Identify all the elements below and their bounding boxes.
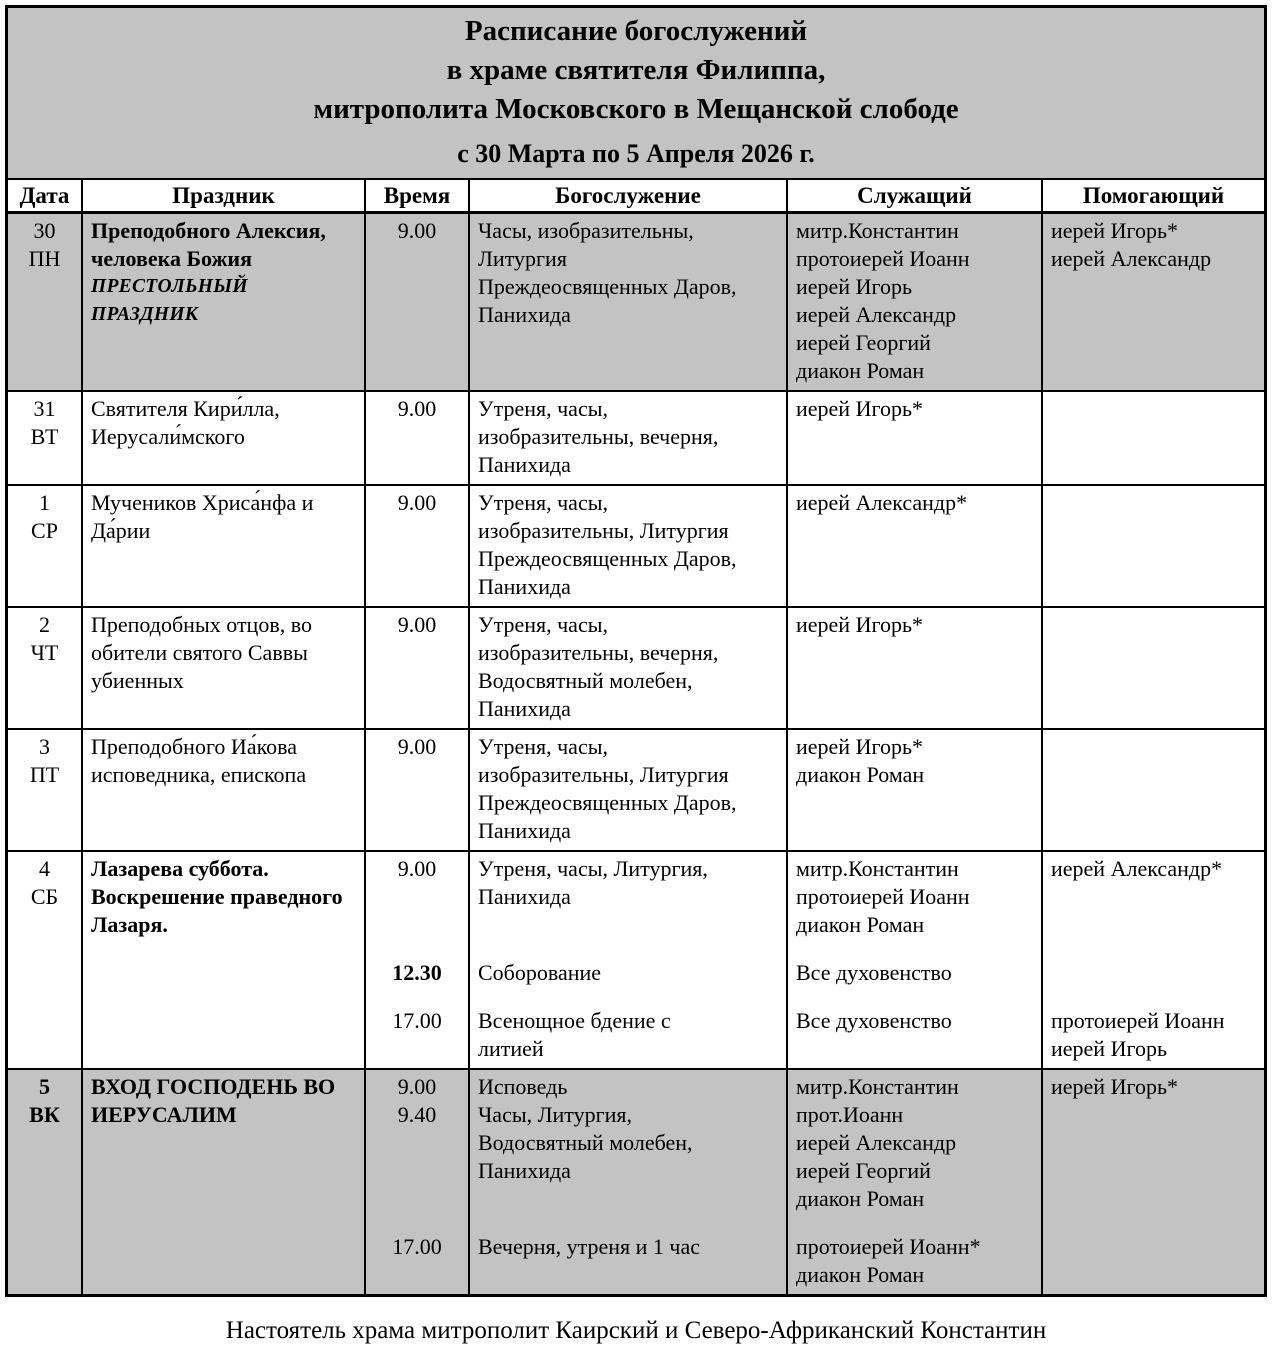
service-cell <box>470 1070 788 1294</box>
segment <box>368 1073 466 1233</box>
helper-name: иерей Игорь* <box>1051 218 1178 243</box>
schedule-row <box>8 214 1264 392</box>
service-line: Исповедь <box>478 1074 568 1099</box>
feast-text: Преподобного Алексия, человека Божия <box>91 218 326 271</box>
clergy-name: митр.Константин <box>796 1074 959 1099</box>
clergy-name: Все духовенство <box>796 960 952 985</box>
feast-cell <box>83 1070 366 1294</box>
feast-cell <box>83 608 366 728</box>
clergy-name: иерей Александр <box>796 302 957 327</box>
segment <box>796 733 1033 845</box>
time-value: 9.00 <box>397 1074 437 1099</box>
segment <box>1051 395 1256 479</box>
clergy-name: протоиерей Иоанн <box>796 246 970 271</box>
segment <box>796 1073 1033 1233</box>
clergy-name: иерей Игорь* <box>796 612 923 637</box>
footer-note: Настоятель храма митрополит Каирский и Северо-Африканский Константин <box>5 1297 1267 1361</box>
time-value: 12.30 <box>392 960 442 985</box>
helper-cell <box>1043 1070 1264 1294</box>
clergy-name: иерей Игорь <box>796 274 912 299</box>
segment <box>478 611 778 723</box>
service-line: изобразительны, Литургия <box>478 518 729 543</box>
page-title-line3: митрополита Московского в Мещанской слободе <box>313 93 959 125</box>
day-abbrev: ПТ <box>29 762 60 787</box>
segment <box>796 217 1033 385</box>
time-cell <box>366 1070 470 1294</box>
helper-name: протоиерей Иоанн <box>1051 1008 1225 1033</box>
helper-cell <box>1043 392 1264 484</box>
date-number: 5 <box>39 1074 50 1099</box>
helper-cell <box>1043 608 1264 728</box>
date-cell <box>8 1070 83 1294</box>
time-value: 17.00 <box>392 1234 442 1259</box>
day-abbrev: СБ <box>30 884 59 909</box>
date-cell <box>8 608 83 728</box>
time-cell <box>366 608 470 728</box>
segment <box>478 1007 778 1063</box>
service-line: Утреня, часы, <box>478 490 608 515</box>
helper-name: иерей Александр <box>1051 246 1212 271</box>
clergy-cell <box>788 730 1043 850</box>
clergy-name: диакон Роман <box>796 912 925 937</box>
segment <box>368 1007 466 1063</box>
feast-text: ПРЕСТОЛЬНЫЙ ПРАЗДНИК <box>91 276 248 325</box>
segment <box>1051 1233 1256 1289</box>
service-cell <box>470 852 788 1068</box>
title-banner <box>8 8 1264 180</box>
day-abbrev: ВК <box>29 1102 60 1127</box>
service-line: изобразительны, вечерня, <box>478 424 719 449</box>
feast-text: Преподобных отцов, во обители святого Саввы убиенных <box>91 612 312 693</box>
service-line: Утреня, часы, <box>478 734 608 759</box>
helper-name: иерей Александр* <box>1051 856 1223 881</box>
helper-cell <box>1043 486 1264 606</box>
segment <box>478 489 778 601</box>
clergy-cell <box>788 1070 1043 1294</box>
segment <box>1051 217 1256 385</box>
feast-cell <box>83 852 366 1068</box>
service-line: Преждеосвященных Даров, <box>478 274 737 299</box>
helper-name: иерей Игорь* <box>1051 1074 1178 1099</box>
feast-text: Святителя Кири́лла, Иерусали́мского <box>91 396 280 449</box>
segment <box>796 1233 1033 1289</box>
segment <box>478 1073 778 1233</box>
feast-text: Лазарева суббота. Воскрешение праведного Лазаря. <box>91 856 343 937</box>
time-cell <box>366 852 470 1068</box>
clergy-name: диакон Роман <box>796 762 925 787</box>
segment <box>368 489 466 601</box>
segment <box>478 855 778 959</box>
service-cell <box>470 214 788 390</box>
service-line: Преждеосвященных Даров, <box>478 546 737 571</box>
clergy-name: иерей Игорь* <box>796 396 923 421</box>
segment <box>1051 1073 1256 1233</box>
time-value: 9.00 <box>397 490 437 515</box>
segment <box>1051 733 1256 845</box>
clergy-name: Все духовенство <box>796 1008 952 1033</box>
service-line: Панихида <box>478 452 571 477</box>
service-line: Водосвятный молебен, <box>478 1130 693 1155</box>
clergy-name: диакон Роман <box>796 1262 925 1287</box>
service-line: Литургия <box>478 246 567 271</box>
date-number: 4 <box>39 856 50 881</box>
clergy-cell <box>788 392 1043 484</box>
schedule-row <box>8 852 1264 1070</box>
clergy-name: митр.Константин <box>796 218 959 243</box>
col-header-feast: Праздник <box>83 180 366 211</box>
schedule-row <box>8 392 1264 486</box>
service-cell <box>470 608 788 728</box>
clergy-cell <box>788 214 1043 390</box>
segment <box>478 217 778 385</box>
service-line: Вечерня, утреня и 1 час <box>478 1234 701 1259</box>
clergy-name: иерей Георгий <box>796 330 931 355</box>
feast-text: Мучеников Хриса́нфа и Да́рии <box>91 490 314 543</box>
time-cell <box>366 486 470 606</box>
feast-cell <box>83 486 366 606</box>
schedule-row <box>8 730 1264 852</box>
segment <box>796 959 1033 1007</box>
service-line: Панихида <box>478 696 571 721</box>
day-abbrev: ВТ <box>30 424 59 449</box>
date-cell <box>8 730 83 850</box>
service-cell <box>470 392 788 484</box>
schedule-row <box>8 1070 1264 1294</box>
service-line: Всенощное бдение с <box>478 1008 671 1033</box>
service-line: Панихида <box>478 1158 571 1183</box>
segment <box>796 611 1033 723</box>
column-header-row <box>8 180 1264 214</box>
clergy-name: иерей Георгий <box>796 1158 931 1183</box>
clergy-name: иерей Александр* <box>796 490 968 515</box>
clergy-name: диакон Роман <box>796 358 925 383</box>
schedule-row <box>8 486 1264 608</box>
segment <box>478 395 778 479</box>
col-header-service: Богослужение <box>470 180 788 211</box>
service-cell <box>470 486 788 606</box>
day-abbrev: ПН <box>28 246 61 271</box>
date-cell <box>8 214 83 390</box>
segment <box>796 855 1033 959</box>
time-cell <box>366 392 470 484</box>
service-line: Панихида <box>478 884 571 909</box>
segment <box>1051 489 1256 601</box>
col-header-time: Время <box>366 180 470 211</box>
service-line: Утреня, часы, <box>478 612 608 637</box>
segment <box>478 733 778 845</box>
service-line: Утреня, часы, <box>478 396 608 421</box>
time-cell <box>366 730 470 850</box>
date-number: 2 <box>39 612 50 637</box>
segment <box>478 959 778 1007</box>
schedule-table <box>5 5 1267 1297</box>
service-line: Утреня, часы, Литургия, <box>478 856 708 881</box>
date-range: с 30 Марта по 5 Апреля 2026 г. <box>457 139 815 168</box>
feast-text: ВХОД ГОСПОДЕНЬ ВО ИЕРУСАЛИМ <box>91 1074 336 1127</box>
date-cell <box>8 852 83 1068</box>
clergy-name: диакон Роман <box>796 1186 925 1211</box>
date-number: 3 <box>39 734 50 759</box>
feast-cell <box>83 214 366 390</box>
segment <box>1051 855 1256 959</box>
date-number: 30 <box>33 218 56 243</box>
service-line: Панихида <box>478 818 571 843</box>
service-line: литией <box>478 1036 544 1061</box>
time-value: 9.00 <box>397 218 437 243</box>
time-value: 17.00 <box>392 1008 442 1033</box>
helper-cell <box>1043 852 1264 1068</box>
page-title-line2: в храме святителя Филиппа, <box>446 54 826 86</box>
date-number: 1 <box>39 490 50 515</box>
service-line: Часы, изобразительны, <box>478 218 694 243</box>
clergy-cell <box>788 852 1043 1068</box>
segment <box>1051 1007 1256 1063</box>
time-value: 9.00 <box>397 612 437 637</box>
col-header-helper: Помогающий <box>1082 183 1225 208</box>
clergy-cell <box>788 486 1043 606</box>
segment <box>368 959 466 1007</box>
clergy-name: протоиерей Иоанн* <box>796 1234 981 1259</box>
segment <box>368 217 466 385</box>
service-line: Панихида <box>478 574 571 599</box>
date-number: 31 <box>33 396 56 421</box>
clergy-name: протоиерей Иоанн <box>796 884 970 909</box>
segment <box>368 1233 466 1289</box>
segment <box>368 855 466 959</box>
service-cell <box>470 730 788 850</box>
date-cell <box>8 392 83 484</box>
clergy-name: митр.Константин <box>796 856 959 881</box>
service-line: Часы, Литургия, <box>478 1102 633 1127</box>
service-line: Преждеосвященных Даров, <box>478 790 737 815</box>
time-value: 9.00 <box>397 396 437 421</box>
feast-cell <box>83 730 366 850</box>
segment <box>1051 959 1256 1007</box>
segment <box>796 395 1033 479</box>
feast-cell <box>83 392 366 484</box>
clergy-name: иерей Игорь* <box>796 734 923 759</box>
helper-cell <box>1043 214 1264 390</box>
clergy-name: иерей Александр <box>796 1130 957 1155</box>
service-line: Соборование <box>478 960 602 985</box>
segment <box>368 733 466 845</box>
segment <box>368 611 466 723</box>
day-abbrev: ЧТ <box>30 640 59 665</box>
service-line: изобразительны, вечерня, <box>478 640 719 665</box>
col-header-clergy: Служащий <box>788 180 1043 211</box>
service-line: Панихида <box>478 302 571 327</box>
segment <box>796 1007 1033 1063</box>
clergy-cell <box>788 608 1043 728</box>
segment <box>478 1233 778 1289</box>
helper-cell <box>1043 730 1264 850</box>
col-header-date: Дата <box>8 180 83 211</box>
time-value: 9.00 <box>397 856 437 881</box>
day-abbrev: СР <box>31 518 58 543</box>
time-value: 9.00 <box>397 734 437 759</box>
segment <box>796 489 1033 601</box>
clergy-name: прот.Иоанн <box>796 1102 904 1127</box>
page-title: Расписание богослужений <box>464 15 808 47</box>
time-value: 9.40 <box>397 1102 437 1127</box>
rows-container <box>8 214 1264 1294</box>
segment <box>1051 611 1256 723</box>
service-line: Водосвятный молебен, <box>478 668 693 693</box>
segment <box>368 395 466 479</box>
feast-text: Преподобного Иа́кова исповедника, епископа <box>91 734 307 787</box>
schedule-row <box>8 608 1264 730</box>
time-cell <box>366 214 470 390</box>
helper-name: иерей Игорь <box>1051 1036 1167 1061</box>
date-cell <box>8 486 83 606</box>
service-line: изобразительны, Литургия <box>478 762 729 787</box>
